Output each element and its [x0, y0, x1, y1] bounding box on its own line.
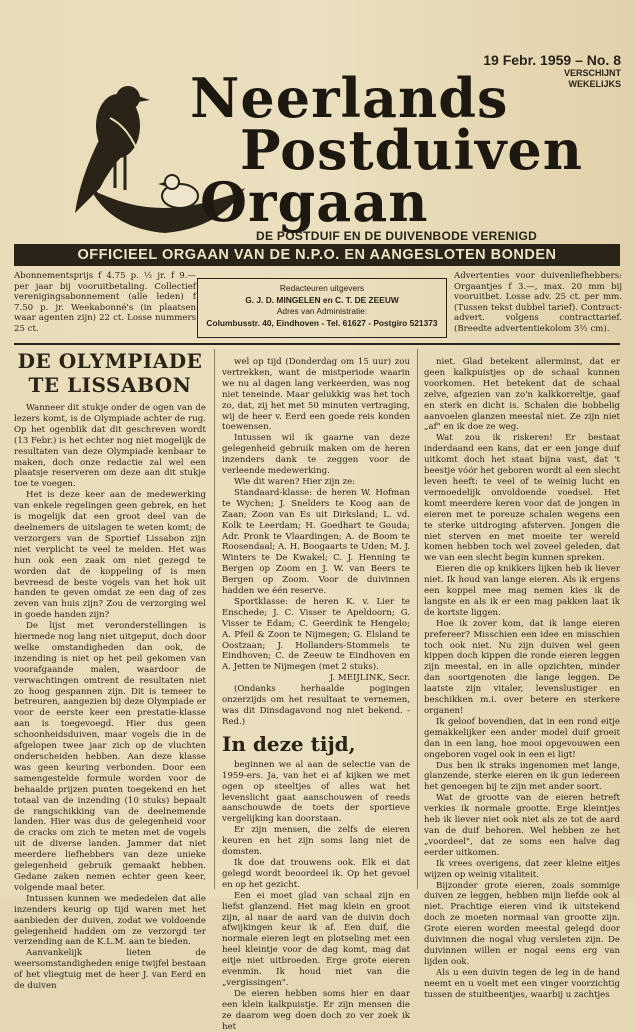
paragraph: Het is deze keer aan de medewerking van enkele regelingen geen gebrek, en het is mogelijk dat een groot deel van de deelnemers de uitslagen te weten komt; de verzorgers van de Sportief Lissabon zijn niet verplicht te veel te melden. Het was hun ook een zaak om niet gezegd te worden dat de koppeling of is men bevreesd de beste vogels van het hok uit handen te geven omdat ze een dag of zes zeven van huis zijn? Zou de verzorging wel in goede handen zijn?	[14, 490, 206, 621]
paragraph: Hoe ik zover kom, dat ik lange eieren prefereer? Misschien een idee en misschien toch ook niet. Nu zijn duiven wel geen kippen doch kippen die ronde eieren leggen zijn meestal, en in alle opzichten, minder dan soortgenoten die lange leggen. De laatste zijn vitaler, levenslustiger en beschikken m.i. over betere en sterkere organen!	[424, 618, 620, 716]
masthead-line-3: Orgaan	[200, 170, 429, 234]
paragraph: wel op tijd (Donderdag om 15 uur) zou vertrekken, want de mistperiode waarin we nu al dagen lang verkeerden, was nog niet teneinde. Maar gelukkig was het toch zo, dat, zij het met 50 minuten vertraging, wij de heer v. Eerd een goede reis konden toewensen.	[222, 357, 410, 433]
paragraph: beginnen we al aan de selectie van de 1959-ers. Ja, van het ei af kijken we met ogen op steeltjes of alles wat het levenslicht gaat aanschouwen of reeds aanschouwde de toets der sportieve vergelijking kan doorstaan.	[222, 759, 410, 825]
editorial-note: (Ondanks herhaalde pogingen onzerzijds om het resultaat te vernemen, was dit Dinsdagavond nog niet bekend. - Red.)	[222, 684, 410, 727]
column-2	[222, 357, 410, 1032]
paragraph: Wie dit waren? Hier zijn ze:	[234, 476, 356, 487]
column-divider	[417, 349, 418, 889]
masthead-subtitle: DE POSTDUIF EN DE DUIVENBODE VERENIGD	[256, 229, 538, 243]
masthead-title	[190, 66, 584, 234]
masthead-line-1: Neerlands	[190, 66, 509, 130]
paragraph: Er zijn mensen, die zelfs de eieren keuren en het zijn soms lang niet de domsten.	[222, 825, 410, 858]
paragraph: Standaard-klasse: de heren W. Hofman te Wychen; J. Snelders te Koog aan de Zaan; Zoon van Es uit Dirksland; L. vd. Kolk te Leerdam; H. Goedhart te Gouda; Adr. Pronk te Vlaardingen; A. de Boom te Roosendaal; A. H. Boogaarts te Uden; M. J. Winters te De Kwakel; C. J. Henning te Bergen op Zoom en J. W. van Beers te Bergen op Zoom. Voor de duivinnen hadden we één reserve.	[222, 487, 410, 597]
in-deze-tijd-heading: In deze tijd,	[222, 731, 356, 756]
paragraph: Dus ben ik straks ingenomen met lange, glanzende, sterke eieren en ik gun iedereen het genoegen bij te zijn met ander soort.	[424, 760, 620, 793]
paragraph: Intussen kunnen we mededelen dat alle inzenders keurig op tijd waren met het aanbieden der duiven, zodat we voldoende gelegenheid hadden om ze verzorgd ter verzending aan de K.L.M. aan te bieden.	[14, 893, 206, 948]
address-label: Adres van Administratie:	[276, 306, 368, 316]
paragraph: Als u een duivin tegen de leg in de hand neemt en u voelt met een vinger voorzichtig tussen de stuitbeentjes, waarbij u zachtjes	[424, 967, 620, 1000]
paragraph: Eieren die op knikkers lijken heb ik liever niet. Ik houd van lange eieren. Als ik ergens een koppel mee mag nemen kies ik de langste en als ik er een mag pakken laat ik de kortste liggen.	[424, 564, 620, 618]
paragraph: Wat de grootte van de eieren betreft verkies ik normale grootte. Erge kleintjes heb ik liever niet ook niet als ze tot de aard van de duif behoren. Wel hebben ze het „voordeel", dat ze soms een halve dag eerder uitkomen.	[424, 793, 620, 858]
signature: J. MEIJLINK, Secr.	[329, 673, 410, 684]
official-organ-banner: OFFICIEEL ORGAAN VAN DE N.P.O. EN AANGESLOTEN BONDEN	[14, 244, 620, 266]
subscription-info: Abonnementsprijs f 4.75 p. ½ jr. f 9.— per jaar bij vooruitbetaling. Collectief verenigingsabonnement (alle leden) f 7.50 p. jr. Weekabonné's (in plaatsen waar agenten zijn) 22 ct. Losse nummers 25 ct.	[14, 271, 196, 334]
paragraph: niet. Glad betekent allerminst, dat er geen kalkpuistjes op de schaal kunnen voorkomen. Het betekent dat de schaal zelve, afgezien van zo'n kalkkorreltje, gaaf en sterk en dicht is. Schalen die bobbelig aanvoelen glanzen meestal niet. Ze zijn niet „af" en ik doe ze weg.	[424, 357, 620, 433]
olympiade-heading-line-1: DE OLYMPIADE	[17, 349, 203, 373]
paragraph: Intussen wil ik gaarne van deze gelegenheid gebruik maken om de heren inzenders dank te zeggen voor de verleende medewerking.	[222, 433, 410, 477]
paragraph: Aanvankelijk lieten de weersomstandigheden enige twijfel bestaan of het vliegtuig met de heer J. van Eerd en de duiven	[14, 948, 207, 992]
column-divider	[214, 349, 215, 889]
editors-names: G. J. D. MINGELEN en C. T. DE ZEEUW	[245, 294, 399, 305]
editors-box	[197, 278, 447, 338]
olympiade-heading	[14, 349, 206, 397]
address-line: Columbusstr. 40, Eindhoven - Tel. 61627 - Postgiro 521373	[206, 317, 438, 328]
paragraph: Wat zou ik riskeren! Er bestaat inderdaand een kans, dat er een jonge duif uitkomt doch het staat bijna vast, dat 't beestje vóór het geboren wordt al een slecht leven heeft: te veel of te weinig lucht en vermoedelijk onvoldoende voedsel. Het komt meerdere keren voor dat de jongen in eieren met te poreuze schalen wegens een te sterke uitdroging afsterven. Jongen die niet sterven en met moeite ter wereld komen hebben toch wel zoveel geleden, dat we van een slecht begin kunnen spreken.	[424, 433, 620, 564]
column-3	[424, 357, 620, 1000]
paragraph: Wanneer dit stukje onder de ogen van de lezers komt, is de Olympiade achter de rug. Op het ogenblik dat dit geschreven wordt (13 Febr.) is het echter nog niet mogelijk de resultaten van deze Olympiade kenbaar te maken, doch onze redactie zal wel een plaatsje reserveren om deze aan dit stukje toe te voegen.	[14, 403, 206, 490]
masthead-line-2: Postduiven	[240, 118, 584, 182]
column-1	[14, 349, 206, 992]
header-rule	[14, 343, 620, 345]
paragraph: De eieren hebben soms hier en daar een klein kalkpuistje. Er zijn mensen die ze daarom weg doen doch zo ver zoek ik het	[222, 988, 410, 1032]
issue-frequency: VERSCHIJNT WEKELIJKS	[563, 68, 621, 89]
paragraph: Bijzonder grote eieren, zoals sommige duiven ze leggen, hebben mijn liefde ook al niet. Prachtige eieren vind ik uitstekend doch ze moeten normaal van grootte zijn. Grote eieren worden meestal gelegd door duivinnen die nogal vlug versleten zijn. De duivinnen willen er nogal eens erg van lijden ook.	[424, 880, 620, 967]
paragraph: Ik doe dat trouwens ook. Elk ei dat gelegd wordt beoordeel ik. Op het gevoel en op het gezicht.	[222, 857, 410, 890]
paragraph: Ik geloof bovendien, dat in een rond eitje gemakkelijker een ander model duif groeit dan in een lang, hoe mooi opgevouwen een ongeboren vogel ook in een ei ligt!	[424, 716, 620, 760]
editors-label: Redacteuren uitgevers	[279, 283, 365, 293]
advertising-info: Advertenties voor duivenliefhebbers: Orgaantjes f 3.—, max. 20 mm bij vooruitbet. Losse adv. 25 ct. per mm. (Tussen tekst dubbel tarief). Contract-advert. volgens contracttarief. (Breedte advertentiekolom 3½ cm).	[454, 271, 622, 334]
paragraph: Sportklasse: de heren K. v. Lier te Enschede; J. C. Visser te Apeldoorn; G. Visser te Edam; C. Geerdink te Hengelo; A. Pfeil & Zoon te Nijmegen; G. Elsland te Oostzaan; J. Hollanders-Stommels te Eindhoven; C. de Zeeuw te Eindhoven en A. Jetten te Nijmegen (met 2 stuks).	[222, 596, 410, 673]
olympiade-heading-line-2: TE LISSABON	[28, 373, 192, 397]
issue-date: 19 Febr. 1959 – No. 8	[483, 52, 621, 68]
paragraph: Ik vrees overigens, dat zeer kleine eitjes wijzen op weinig vitaliteit.	[424, 858, 620, 880]
paragraph: De lijst met veronderstellingen is hiermede nog lang niet uitgeput, doch door welke omstandigheden dan ook, de inzending is niet op het peil gekomen van voorafgaande malen, waardoor de verwachtingen omtrent de resultaten niet zo hoog gespannen zijn. Dit is temeer te betreuren, aangezien bij deze Olympiade er voor de eerste keer een prestatie-klasse aan is toegevoegd. Hier dus geen schoonheidsduiven, maar vogels die in de afgelopen twee jaar zich op de vluchten onderscheiden hebben. Aan deze klasse was geen keuring verbonden. Door een samengestelde formule worden voor de behaalde prijzen punten toegekend en het totaal van de inzending (10 stuks) bepaalt de rangschikking van de deelnemende landen. Hier was dus de gelegenheid voor de cracks om zich te meten met de vogels uit de diverse landen. Jammer dat niet meerdere liefhebbers van deze unieke gelegenheid gebruik gemaakt hebben. Gedane zaken nemen echter geen keer, volgende maal beter.	[14, 621, 206, 893]
paragraph: Een ei moet glad van schaal zijn en liefst glanzend. Het mag klein en groot zijn, al naar de aard van de duivin doch afwijkingen keur ik af. Een duif, die normale eieren legt en plotseling met een heel kleintje voor de dag komt, mag dat eitje niet uitbroeden. Erge grote eieren evenmin. Ik houd niet van die „vergissingen".	[222, 890, 410, 988]
